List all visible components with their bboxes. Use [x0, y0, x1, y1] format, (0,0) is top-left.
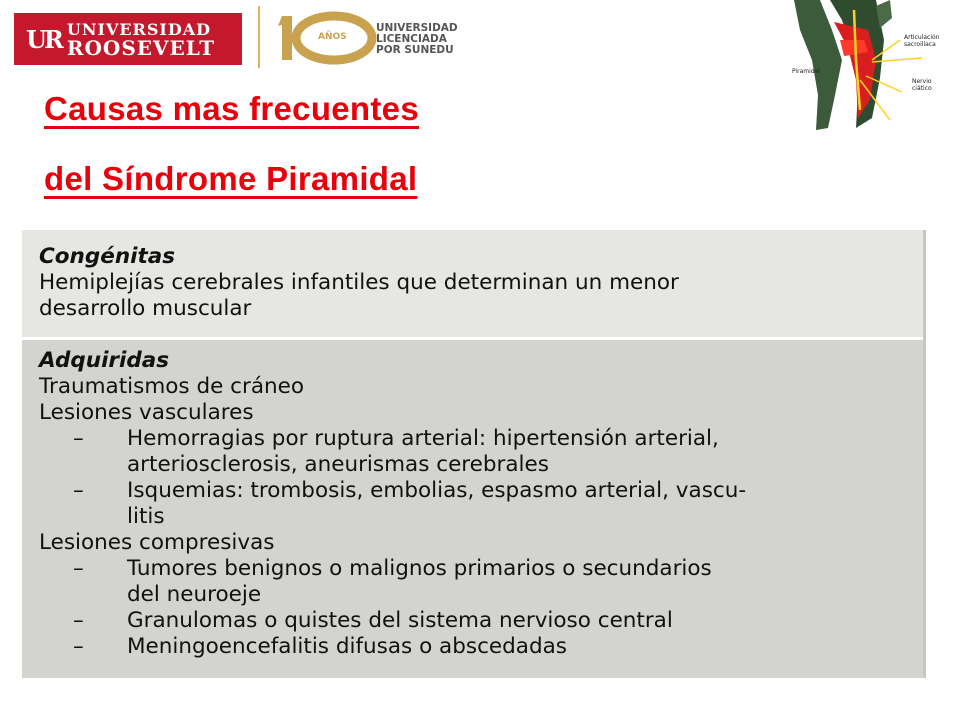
meningoencefalitis-text: Meningoencefalitis difusas o abscedadas [127, 634, 567, 659]
vascular-subitem-hemorragias [39, 426, 926, 452]
dash-marker: – [73, 426, 84, 451]
ur-logo-line1: UNIVERSIDAD [66, 20, 212, 39]
ur-logo-text [67, 20, 215, 58]
anniversary-logo [278, 8, 474, 68]
sunedu-line3: POR SUNEDU [376, 44, 454, 56]
compresivas-label: Lesiones compresivas [39, 530, 275, 555]
dash-marker: – [73, 556, 84, 581]
dash-marker: – [73, 634, 84, 659]
label-articulacion: Articulación sacroilíaca [904, 34, 940, 48]
anos-badge: AÑOS [318, 32, 347, 42]
adquiridas-heading: Adquiridas [39, 348, 170, 373]
sunedu-text [376, 23, 458, 56]
vascular-subitem-isquemias [39, 478, 926, 504]
ur-logo-line2: ROOSEVELT [66, 36, 216, 60]
tumores-line1: Tumores benignos o malignos primarios o secundarios [127, 556, 712, 581]
traumatismos-item: Traumatismos de cráneo [39, 374, 305, 399]
sunedu-line2: LICENCIADA [376, 33, 447, 45]
vasculares-label: Lesiones vasculares [39, 400, 254, 425]
tumores-line2: del neuroeje [127, 582, 262, 607]
ur-monogram: UR [26, 24, 61, 54]
congenitas-line2: desarrollo muscular [39, 296, 252, 321]
hemorragias-line2: arteriosclerosis, aneurismas cerebrales [127, 452, 549, 477]
pyramidal-muscle-illustration [772, 0, 960, 135]
dash-marker: – [73, 478, 84, 503]
isquemias-line1: Isquemias: trombosis, embolias, espasmo arterial, vascu- [127, 478, 747, 503]
adquiridas-panel [22, 340, 926, 678]
slide-title-line2: del Síndrome Piramidal [44, 160, 418, 197]
congenitas-panel [22, 230, 926, 337]
label-nervio: Nervio ciático [912, 78, 932, 92]
slide-title-line1: Causas mas frecuentes [44, 90, 419, 127]
sunedu-line1: UNIVERSIDAD [376, 22, 458, 34]
label-piramidal: Piramidal [792, 68, 820, 75]
granulomas-text: Granulomas o quistes del sistema nervioso central [127, 608, 673, 633]
compresiva-subitem-meningoencefalitis [39, 634, 926, 660]
universidad-roosevelt-logo [14, 13, 242, 65]
hemorragias-line1: Hemorragias por ruptura arterial: hipertensión arterial, [127, 426, 719, 451]
congenitas-line1: Hemiplejías cerebrales infantiles que determinan un menor [39, 270, 679, 295]
compresiva-subitem-tumores [39, 556, 926, 582]
compresiva-subitem-granulomas [39, 608, 926, 634]
isquemias-line2: litis [127, 504, 165, 529]
dash-marker: – [73, 608, 84, 633]
congenitas-heading: Congénitas [39, 244, 176, 269]
logo-divider [258, 6, 260, 68]
